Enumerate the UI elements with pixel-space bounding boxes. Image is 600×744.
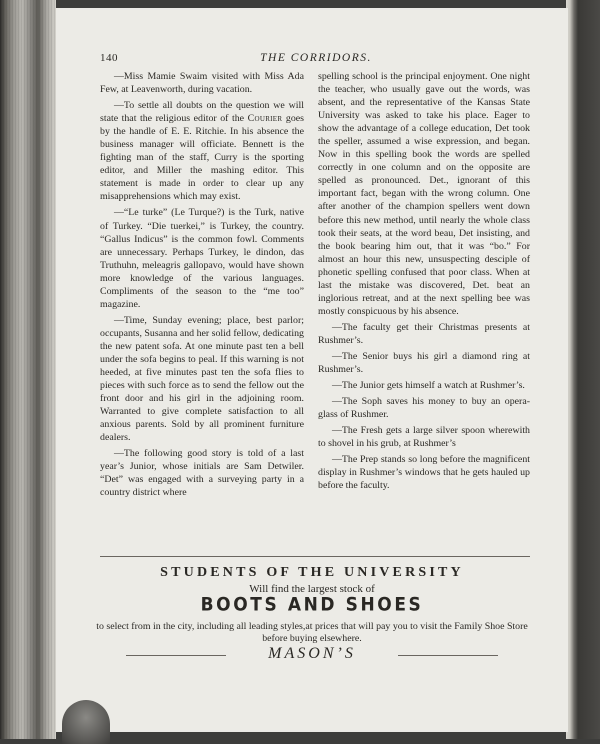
thumb-shadow [62, 700, 110, 744]
paragraph: spelling school is the principal enjoyment. One night the teacher, who usually gave out the words, was absent, and the representative of the Kansas State University was asked to take his place. Eager to show the advantage of a college education, Det took the speller, assumed a wise expression, and began. Now in this spelling book the words are spelled correctly in one column and on the opposite are spelled as pronounced. Det., ignorant of this important fact, began with the wrong column. One after another of the champion spellers went down before this new method, until nearly the whole class took their seats, at the word beau, Det insisting, and the book bearing him out, that it was “bo.” For almost an hour this new, unsuspecting desciple of phonetic spelling confused that poor class. When at last the mistake was discovered, Det. beat an inglorious retreat, and at the next spelling bee was mostly conspicuous by his absence. [318, 71, 530, 317]
book-edge [566, 0, 600, 739]
paragraph: —To settle all doubts on the question we will state that the religious editor of the Courier goes by the handle of E. E. Ritchie. In his absence the business manager will officiate. Bennett is the fighting man of the staff, Curry is the sporting editor, and Miller the mashing editor. This statement is made in order to clear up any misapprehensions which may exist. [100, 100, 304, 203]
ad-product: BOOTS AND SHOES [200, 594, 424, 616]
ad-signature [126, 645, 498, 665]
signature-rule-right [398, 655, 498, 656]
page-number: 140 [100, 52, 118, 64]
paragraph: —“Le turke” (Le Turque?) is the Turk, native of Turkey. “Die tuerkei,” is Turkey, the country. “Gallus Indicus” is the common fowl. Comments are unnecessary. Perhaps Turkey, le dindon, das Truthuhn, meleagris gallopavo, would have shown more knowledge of the various languages. Compliments of the season to the “me too” magazine. [100, 207, 304, 310]
document-page [56, 8, 568, 732]
paragraph: —Miss Mamie Swaim visited with Miss Ada Few, at Leavenworth, during vacation. [100, 71, 304, 96]
book-binding [0, 0, 56, 739]
paragraph: —The Soph saves his money to buy an opera-glass of Rushmer. [318, 396, 530, 421]
ad-body: to select from in the city, including all leading styles,at prices that will pay you to visit the Family Shoe Store before buying elsewhere. [96, 621, 528, 644]
paragraph: —The faculty get their Christmas presents at Rushmer’s. [318, 321, 530, 346]
paragraph: —The Junior gets himself a watch at Rushmer’s. [332, 380, 525, 392]
paragraph: —The Senior buys his girl a diamond ring at Rushmer’s. [318, 350, 530, 376]
paragraph: —The following good story is told of a last year’s Junior, whose initials are Sam Detwiler. “Det” was engaged with a surveying party in a country district where [100, 448, 304, 499]
left-column [100, 70, 304, 503]
paragraph: —The Fresh gets a large silver spoon wherewith to shovel in his grub, at Rushmer’s [318, 425, 530, 450]
right-column [318, 70, 530, 495]
ad-headline: STUDENTS OF THE UNIVERSITY [160, 565, 464, 580]
running-head: THE CORRIDORS. [260, 52, 372, 64]
paragraph: —Time, Sunday evening; place, best parlor; occupants, Susanna and her solid fellow, dedicating the new patent sofa. At one minute past ten a bell under the sofa begins to peal. If this warning is not heeded, at five minutes past ten the sofa flies to pieces with such force as to send the fellow out the front door and his girl in the adjoining room. Warranted to give complete satisfaction to all anxious parents. Sold by all prominent furniture dealers. [100, 314, 304, 444]
signature-rule-left [126, 655, 226, 656]
store-name: MASON’S [268, 645, 356, 662]
paragraph: —The Prep stands so long before the magnificent display in Rushmer’s windows that he gets hauled up before the faculty. [318, 454, 530, 492]
ad-subline: Will find the largest stock of [249, 583, 375, 595]
divider-rule [100, 556, 530, 557]
page-header [56, 52, 568, 68]
